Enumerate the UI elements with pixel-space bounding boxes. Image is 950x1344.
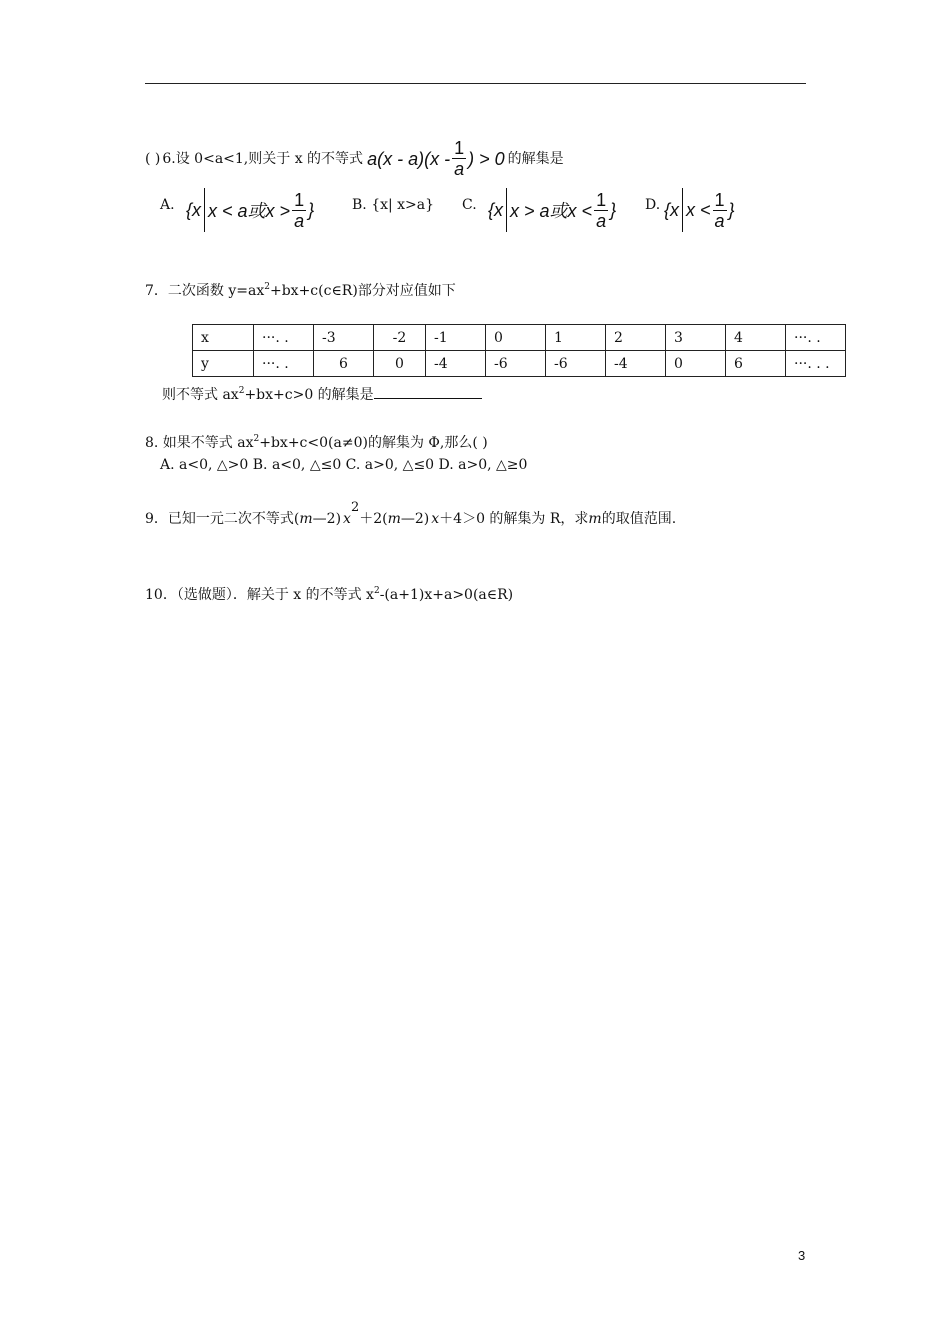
q6-text: 6.设 0<a<1,则关于 x 的不等式 <box>162 150 364 167</box>
q6-math-prefix: a(x - a)(x - <box>367 148 451 169</box>
option-c-num: 1 <box>596 189 607 210</box>
table-cell: -6 <box>546 351 606 377</box>
option-a-set <box>186 188 314 232</box>
question-9-stem <box>145 498 676 529</box>
q10-sup: 2 <box>373 586 380 596</box>
q7-text-b: +bx+c(c∈R)部分对应值如下 <box>269 283 456 299</box>
q9-part-c: ＋2( <box>359 511 388 527</box>
option-a-left: {x <box>186 199 202 220</box>
option-c-left: {x <box>488 199 504 220</box>
q9-part-b: —2) <box>312 511 342 527</box>
table-cell: 0 <box>486 325 546 351</box>
table-cell: y <box>193 351 254 377</box>
answer-paren: ( ) <box>145 150 161 167</box>
q9-var-x: x <box>343 511 351 527</box>
q10-text-a: 10．（选做题）．解关于 x 的不等式 x <box>145 587 374 603</box>
option-d-right: x < <box>686 199 711 220</box>
table-cell: -1 <box>426 325 486 351</box>
table-cell: -2 <box>374 325 426 351</box>
table-row-x <box>193 325 846 351</box>
table-cell: 1 <box>546 325 606 351</box>
table-cell: 2 <box>606 325 666 351</box>
q6-frac-den: a <box>454 159 465 179</box>
q8-text-b: +bx+c<0(a≠0)的解集为 Φ,那么( ) <box>259 435 488 451</box>
table-cell: -4 <box>606 351 666 377</box>
option-d-left: {x <box>664 199 680 220</box>
q6-inequality <box>367 138 505 179</box>
option-a-label: A. <box>160 197 175 213</box>
table-cell: 4 <box>726 325 786 351</box>
option-c-fraction <box>594 190 608 231</box>
q7-text-a: 7．二次函数 y=ax <box>145 283 265 299</box>
table-cell: 0 <box>374 351 426 377</box>
option-c-right: x > a或x < <box>510 201 593 221</box>
option-d-bar <box>682 188 683 232</box>
option-d-set <box>664 188 735 232</box>
q6-frac-num: 1 <box>454 138 465 158</box>
q6-fraction <box>452 138 466 179</box>
q7-ask-a: 则不等式 ax <box>162 387 239 403</box>
table-cell: 3 <box>666 325 726 351</box>
option-c-set <box>488 188 616 232</box>
option-c-bar <box>506 188 507 232</box>
option-a-right: x < a或x > <box>208 201 291 221</box>
table-cell: ···. . <box>254 351 314 377</box>
table-cell: -3 <box>314 325 374 351</box>
table-cell: -4 <box>426 351 486 377</box>
option-d-den: a <box>714 210 725 231</box>
option-b: B. {x| x>a} <box>352 197 435 213</box>
option-d-fraction <box>713 190 727 231</box>
option-a-close: } <box>308 199 315 220</box>
table-cell: 6 <box>726 351 786 377</box>
table-cell: 6 <box>314 351 374 377</box>
question-7-ask <box>162 381 482 405</box>
table-cell: ···. . <box>254 325 314 351</box>
option-d-close: } <box>728 199 735 220</box>
q9-sup: 2 <box>350 500 360 515</box>
answer-blank[interactable] <box>374 384 482 399</box>
q9-part-d: —2) <box>400 511 430 527</box>
q6-tail: 的解集是 <box>507 150 564 167</box>
q9-part-a: 9．已知一元二次不等式( <box>145 511 300 527</box>
table-cell: ···. . <box>786 325 846 351</box>
question-7-stem <box>145 277 456 301</box>
q9-var-m: m <box>387 511 401 527</box>
question-6-stem <box>145 138 564 179</box>
q7-ask-b: +bx+c>0 的解集是 <box>244 387 374 403</box>
header-rule <box>145 83 806 84</box>
q8-text-a: 8. 如果不等式 ax <box>145 435 254 451</box>
table-row-y <box>193 351 846 377</box>
table-cell: ···. . . <box>786 351 846 377</box>
page-number: 3 <box>798 1248 806 1263</box>
q9-part-f: 的取值范围. <box>601 511 677 527</box>
option-c-den: a <box>596 210 607 231</box>
table-cell: x <box>193 325 254 351</box>
option-a-bar <box>204 188 205 232</box>
q9-var-m: m <box>588 511 602 527</box>
option-d-num: 1 <box>714 189 725 210</box>
option-a-num: 1 <box>294 189 305 210</box>
q9-var-x: x <box>431 511 440 527</box>
q7-sup: 2 <box>264 282 270 292</box>
question-8-options: A. a<0, △>0 B. a<0, △≤0 C. a>0, △≤0 D. a>0, △≥0 <box>160 457 528 473</box>
table-cell: -6 <box>486 351 546 377</box>
option-d-label: D. <box>645 197 661 213</box>
q6-math-suffix: ) > 0 <box>468 148 505 169</box>
q9-var-m: m <box>299 511 313 527</box>
q8-sup: 2 <box>253 434 260 444</box>
q9-part-e: ＋4＞0 的解集为 R，求 <box>439 511 589 527</box>
option-a-den: a <box>294 210 305 231</box>
q7-ask-sup: 2 <box>238 386 245 396</box>
question-10-stem <box>145 581 513 605</box>
value-table <box>192 324 846 377</box>
option-c-label: C. <box>462 197 477 213</box>
option-c-close: } <box>610 199 617 220</box>
table-cell: 0 <box>666 351 726 377</box>
option-a-fraction <box>292 190 306 231</box>
question-8-stem <box>145 429 488 453</box>
q10-text-b: -(a+1)x+a>0(a∈R) <box>379 587 514 603</box>
